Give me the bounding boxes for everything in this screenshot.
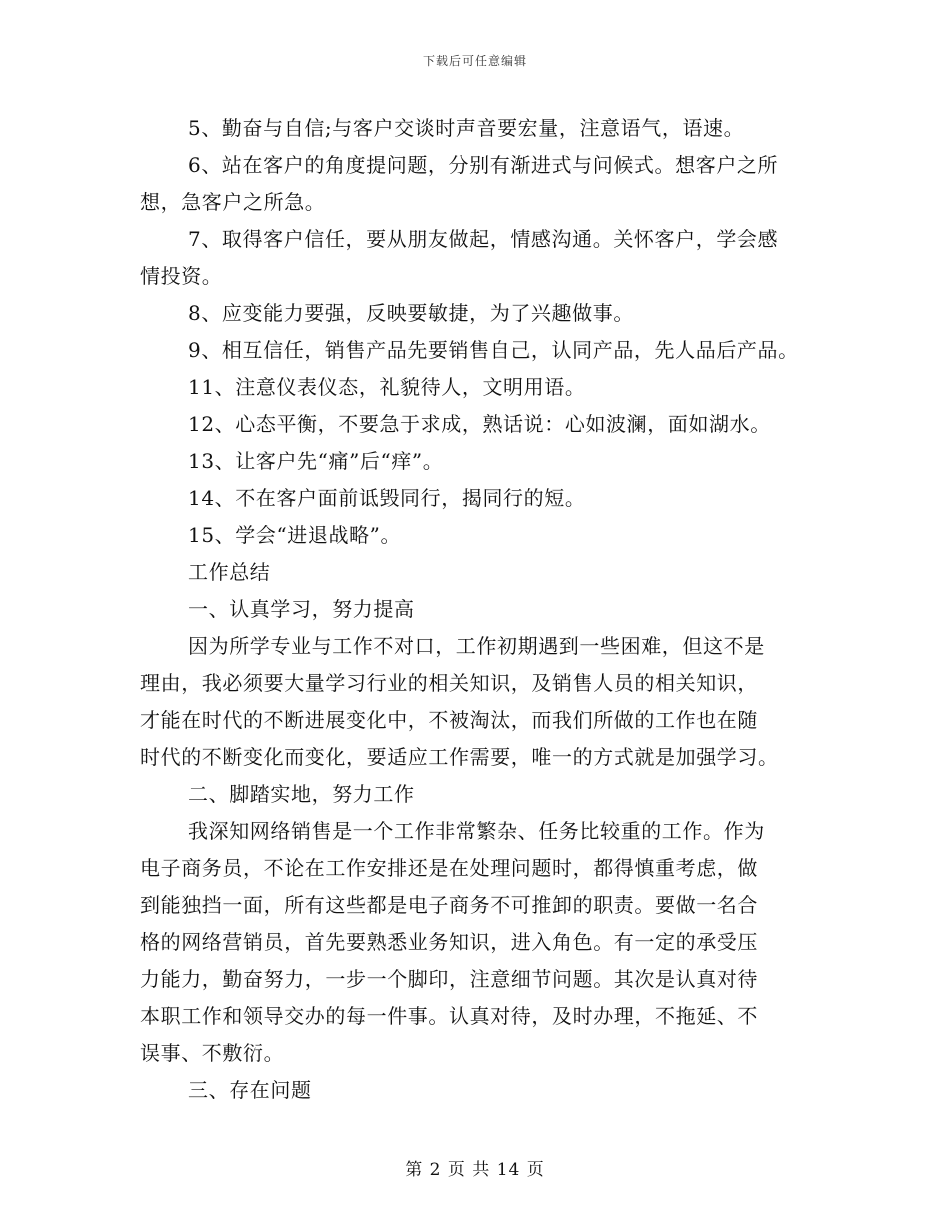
text-line: 11、注意仪表仪态，礼貌待人，文明用语。 <box>188 375 586 399</box>
text-line: 15、学会“进退战略”。 <box>188 523 402 547</box>
text-line: 因为所学专业与工作不对口，工作初期遇到一些困难，但这不是 <box>188 634 765 658</box>
text-line: 情投资。 <box>140 264 223 288</box>
text-line: 误事、不敷衍。 <box>140 1041 285 1065</box>
text-line: 14、不在客户面前诋毁同行，揭同行的短。 <box>188 486 586 510</box>
text-line: 12、心态平衡，不要急于求成，熟话说：心如波澜，面如湖水。 <box>188 412 771 436</box>
text-line: 二、脚踏实地，努力工作 <box>188 782 415 806</box>
text-line: 工作总结 <box>188 560 271 584</box>
text-line: 才能在时代的不断进展变化中，不被淘汰，而我们所做的工作也在随 <box>140 708 758 732</box>
text-line: 三、存在问题 <box>188 1078 312 1102</box>
text-line: 到能独挡一面，所有这些都是电子商务不可推卸的职责。要做一名合 <box>140 893 758 917</box>
document-body <box>140 110 820 1109</box>
text-line: 我深知网络销售是一个工作非常繁杂、任务比较重的工作。作为 <box>188 819 765 843</box>
text-line: 本职工作和领导交办的每一件事。认真对待，及时办理，不拖延、不 <box>140 1004 758 1028</box>
text-line: 5、勤奋与自信;与客户交谈时声音要宏量，注意语气，语速。 <box>188 116 745 140</box>
text-line: 电子商务员，不论在工作安排还是在处理问题时，都得慎重考虑，做 <box>140 856 758 880</box>
text-line: 想，急客户之所急。 <box>140 190 326 214</box>
text-line: 时代的不断变化而变化，要适应工作需要，唯一的方式就是加强学习。 <box>140 745 779 769</box>
page-header: 下载后可任意编辑 <box>422 54 527 68</box>
text-line: 9、相互信任，销售产品先要销售自己，认同产品，先人品后产品。 <box>188 338 799 362</box>
text-line: 力能力，勤奋努力，一步一个脚印，注意细节问题。其次是认真对待 <box>140 967 758 991</box>
text-line: 格的网络营销员，首先要熟悉业务知识，进入角色。有一定的承受压 <box>140 930 758 954</box>
page-footer: 第 2 页 共 14 页 <box>405 1160 545 1180</box>
text-line: 8、应变能力要强，反映要敏捷，为了兴趣做事。 <box>188 301 634 325</box>
text-line: 13、让客户先“痛”后“痒”。 <box>188 449 444 473</box>
text-line: 一、认真学习，努力提高 <box>188 597 415 621</box>
text-line: 6、站在客户的角度提问题，分别有渐进式与问候式。想客户之所 <box>188 153 779 177</box>
text-line: 7、取得客户信任，要从朋友做起，情感沟通。关怀客户，学会感 <box>188 227 779 251</box>
text-line: 理由，我必须要大量学习行业的相关知识，及销售人员的相关知识， <box>140 671 758 695</box>
